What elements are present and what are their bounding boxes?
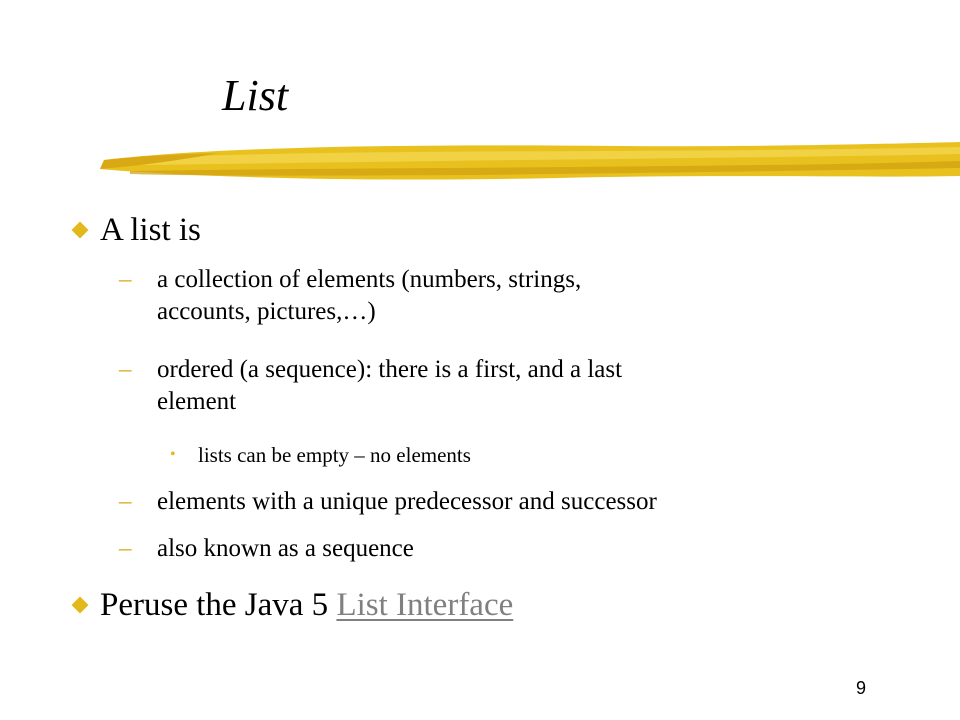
sub-bullet-line: a collection of elements (numbers, strings, xyxy=(157,266,582,293)
sub-bullet-line: accounts, pictures,…) xyxy=(157,298,376,325)
page-number: 9 xyxy=(855,678,866,698)
bullet-text: A list is xyxy=(100,212,201,248)
sub-bullet-known-as xyxy=(119,533,414,565)
diamond-bullet-icon xyxy=(72,222,89,239)
bullet-a-list-is xyxy=(100,210,201,250)
sub-bullet-collection xyxy=(119,264,582,328)
bullet-text: Peruse the Java 5 xyxy=(100,587,337,623)
bullet-peruse xyxy=(100,585,513,625)
sub-bullet-line: also known as a sequence xyxy=(157,535,414,562)
sub-bullet-line: ordered (a sequence): there is a first, and a last xyxy=(157,356,623,383)
dot-bullet-icon: • xyxy=(170,446,176,463)
slide-title: List xyxy=(222,71,289,120)
subsub-bullet-text: lists can be empty – no elements xyxy=(198,443,471,467)
sub-bullet-unique xyxy=(119,486,657,518)
sub-bullet-line: elements with a unique predecessor and successor xyxy=(157,488,657,515)
dash-bullet-icon: – xyxy=(119,356,132,383)
dash-bullet-icon: – xyxy=(119,266,132,293)
dash-bullet-icon: – xyxy=(119,535,132,562)
subsub-bullet-empty xyxy=(170,441,471,469)
sub-bullet-line: element xyxy=(157,388,237,415)
sub-bullet-ordered xyxy=(119,354,623,418)
dash-bullet-icon: – xyxy=(119,488,132,515)
title-brush-rule xyxy=(0,138,960,188)
list-interface-link[interactable]: List Interface xyxy=(336,587,514,623)
diamond-bullet-icon xyxy=(72,597,89,614)
